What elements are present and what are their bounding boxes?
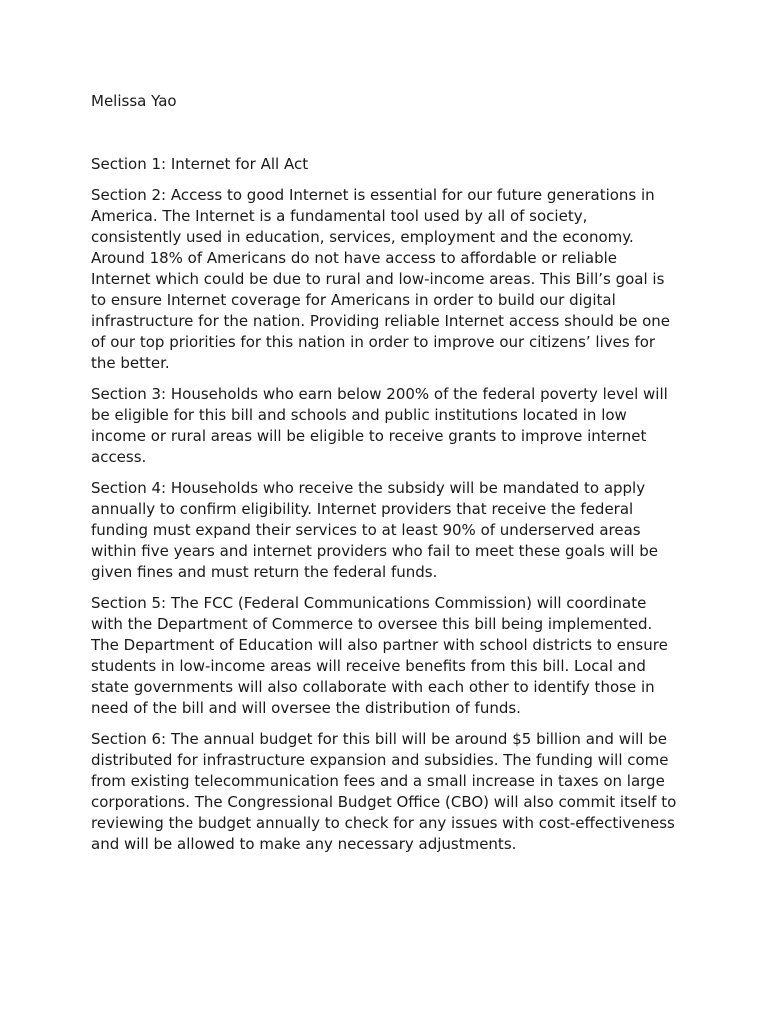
section-2-paragraph: Section 2: Access to good Internet is essential for our future generations in America. The Internet is a fundamental tool used by all of society, consistently used in education, services, employment and the economy. Around 18% of Americans do not have access to affordable or reliable Internet which could be due to rural and low-income areas. This Bill’s goal is to ensure Internet coverage for Americans in order to build our digital infrastructure for the nation. Providing reliable Internet access should be one of our top priorities for this nation in order to improve our citizens’ lives for the better. xyxy=(91,186,671,372)
section-4-paragraph: Section 4: Households who receive the subsidy will be mandated to apply annually to confirm eligibility. Internet providers that receive the federal funding must expand their services to at least 90% of underserved areas within five years and internet providers who fail to meet these goals will be given fines and must return the federal funds. xyxy=(91,479,658,581)
document-body xyxy=(91,91,681,855)
section-1-title: Section 1: Internet for All Act xyxy=(91,155,309,173)
section-3-paragraph: Section 3: Households who earn below 200% of the federal poverty level will be eligible for this bill and schools and public institutions located in low income or rural areas will be eligible to receive grants to improve internet access. xyxy=(91,385,668,466)
section-6-paragraph: Section 6: The annual budget for this bill will be around $5 billion and will be distributed for infrastructure expansion and subsidies. The funding will come from existing telecommunication fees and a small increase in taxes on large corporations. The Congressional Budget Office (CBO) will also commit itself to reviewing the budget annually to check for any issues with cost-effectiveness and will be allowed to make any necessary adjustments. xyxy=(91,730,677,853)
author-name: Melissa Yao xyxy=(91,92,177,110)
section-5-paragraph: Section 5: The FCC (Federal Communications Commission) will coordinate with the Department of Commerce to oversee this bill being implemented. The Department of Education will also partner with school districts to ensure students in low-income areas will receive benefits from this bill. Local and state governments will also collaborate with each other to identify those in need of the bill and will oversee the distribution of funds. xyxy=(91,594,668,717)
